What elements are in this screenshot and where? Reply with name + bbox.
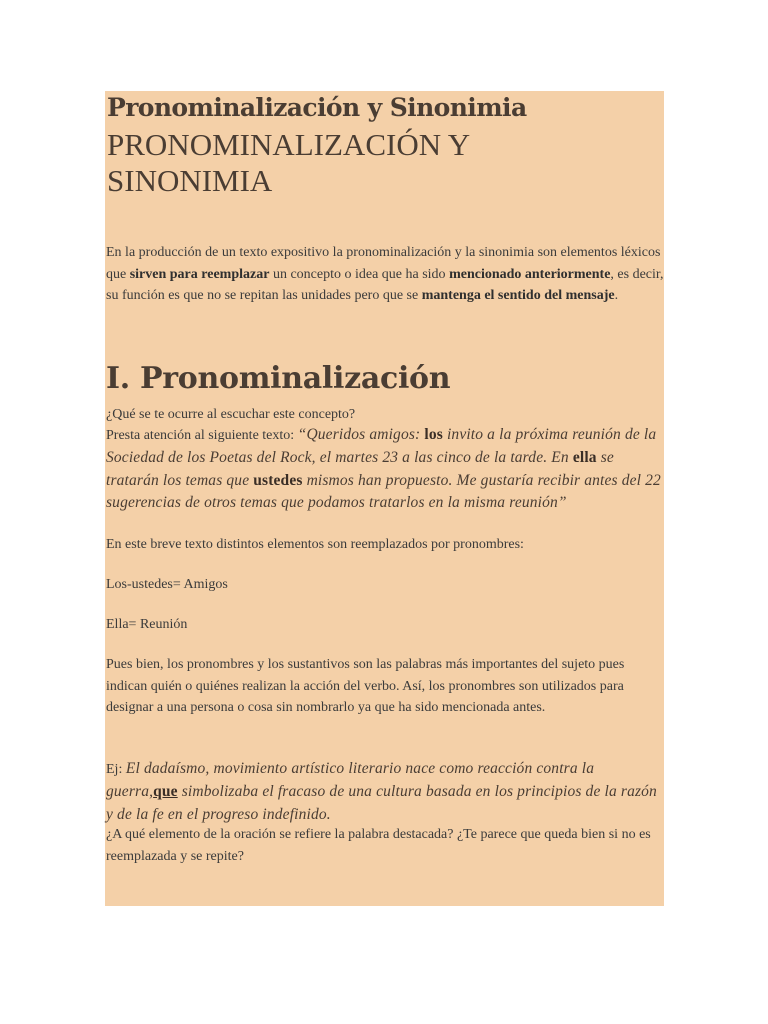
quote-pronoun: los bbox=[424, 426, 443, 443]
quote-prompt: Presta atención al siguiente texto: bbox=[106, 428, 298, 443]
after-quote-text: En este breve texto distintos elementos son reemplazados por pronombres: bbox=[106, 537, 524, 552]
highlighted-word: que bbox=[153, 782, 178, 800]
quote-part: mismos han propuesto. Me gustaría recibir antes del 22 sugerencias de otros temas que podamos tratarlos en la misma reunión” bbox=[106, 471, 661, 512]
intro-bold: mencionado anteriormente bbox=[449, 266, 611, 282]
example-part: simbolizaba el fracaso de una cultura basada en los principios de la razón y de la fe en el progreso indefinido. bbox=[106, 782, 657, 823]
intro-bold: sirven para reemplazar bbox=[129, 266, 270, 282]
intro-paragraph bbox=[106, 242, 664, 307]
intro-text: , es decir, su función es que no se repitan las unidades pero que se bbox=[106, 266, 664, 303]
explanation-paragraph: Pues bien, los pronombres y los sustantivos son las palabras más importantes del sujeto pues indican quién o quiénes realizan la acción del verbo. Así, los pronombres son utilizados para designar a una persona o cosa sin nombrarlo ya que ha sido mencionada antes. bbox=[106, 657, 625, 715]
document-heading: PRONOMINALIZACIÓN Y SINONIMIA bbox=[107, 127, 469, 198]
document-title: Pronominalización y Sinonimia bbox=[107, 93, 527, 122]
document-page bbox=[105, 91, 664, 906]
example-part: El dadaísmo, movimiento artístico literario nace como reacción contra la guerra, bbox=[106, 760, 595, 800]
intro-text: . bbox=[614, 288, 619, 303]
example-label: Ej: bbox=[106, 762, 126, 777]
pronoun-pair: Los-ustedes= Amigos bbox=[106, 577, 228, 592]
section-question: ¿Qué se te ocurre al escuchar este concepto? bbox=[106, 407, 356, 422]
quote-pronoun: ella bbox=[572, 448, 597, 466]
section-heading: I. Pronominalización bbox=[106, 361, 451, 396]
intro-text: un concepto o idea que ha sido bbox=[269, 266, 450, 282]
quote-part: invito a la próxima reunión de la Sociedad de los Poetas del Rock, el martes 23 a las cinco de la tarde. En bbox=[106, 426, 657, 466]
example-text bbox=[106, 760, 657, 823]
example-paragraph bbox=[106, 758, 664, 826]
quote-paragraph bbox=[106, 424, 664, 515]
quote-part: se tratarán los temas que bbox=[106, 448, 614, 489]
pronoun-pair: Ella= Reunión bbox=[106, 617, 188, 632]
intro-text: En la producción de un texto expositivo la pronominalización y la sinonimia son elementos léxicos que bbox=[106, 245, 661, 282]
quote-pronoun: ustedes bbox=[253, 471, 303, 489]
quote-part: “Queridos amigos: bbox=[297, 426, 425, 443]
final-question: ¿A qué elemento de la oración se refiere la palabra destacada? ¿Te parece que queda bien si no es reemplazada y se repite? bbox=[106, 827, 651, 864]
intro-bold: mantenga el sentido del mensaje bbox=[421, 288, 615, 303]
